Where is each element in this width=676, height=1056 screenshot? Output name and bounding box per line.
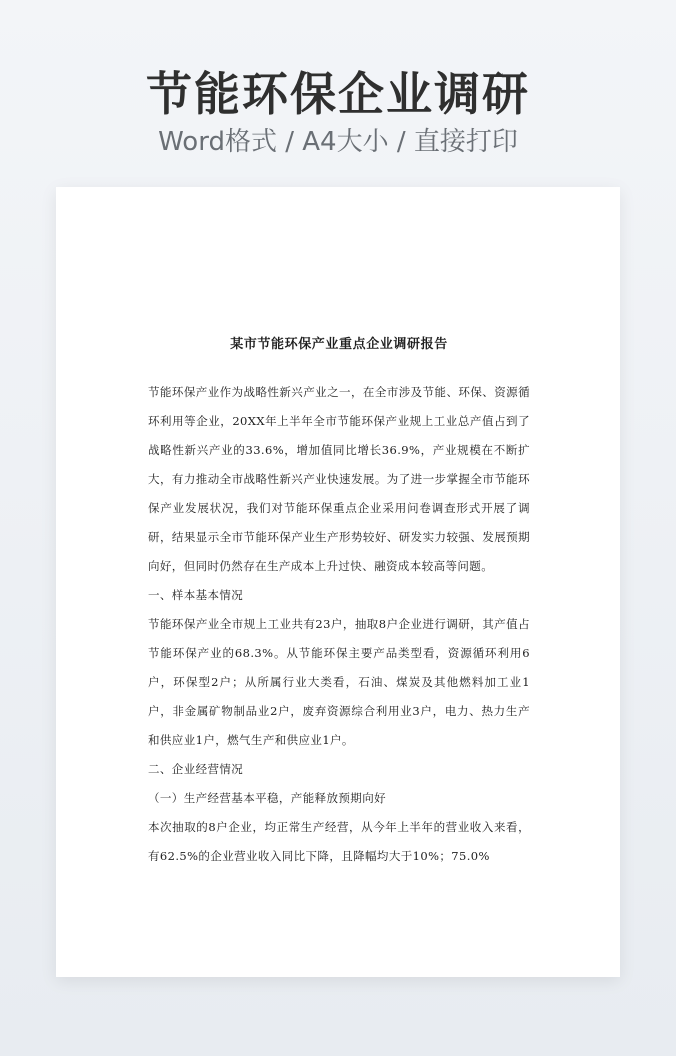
document-page <box>56 187 620 977</box>
production-paragraph: 本次抽取的8户企业，均正常生产经营，从今年上半年的营业收入来看，有62.5%的企业营业收入同比下降，且降幅均大于10%；75.0% <box>148 820 530 863</box>
banner <box>0 66 676 158</box>
banner-subtitle: Word格式 / A4大小 / 直接打印 <box>158 127 518 157</box>
section-heading-sample: 一、样本基本情况 <box>148 588 244 602</box>
section-heading-operations: 二、企业经营情况 <box>148 762 244 776</box>
intro-paragraph: 节能环保产业作为战略性新兴产业之一，在全市涉及节能、环保、资源循环利用等企业，20XX年上半年全市节能环保产业规上工业总产值占到了战略性新兴产业的33.6%，增加值同比增长36.9%，产业规模在不断扩大，有力推动全市战略性新兴产业快速发展。为了进一步掌握全市节能环保产业发展状况，我们对节能环保重点企业采用问卷调查形式开展了调研，结果显示全市节能环保产业生产形势较好、研发实力较强、发展预期向好，但同时仍然存在生产成本上升过快、融资成本较高等问题。 <box>148 385 530 573</box>
document-title: 某市节能环保产业重点企业调研报告 <box>230 337 448 352</box>
document-body <box>148 333 530 871</box>
subsection-heading-production: （一）生产经营基本平稳，产能释放预期向好 <box>148 791 386 805</box>
banner-title: 节能环保企业调研 <box>146 67 530 121</box>
sample-paragraph: 节能环保产业全市规上工业共有23户，抽取8户企业进行调研，其产值占节能环保产业的68.3%。从节能环保主要产品类型看，资源循环利用6户，环保型2户；从所属行业大类看，石油、煤炭及其他燃料加工业1户，非金属矿物制品业2户，废弃资源综合利用业3户，电力、热力生产和供应业1户，燃气生产和供应业1户。 <box>148 617 530 747</box>
